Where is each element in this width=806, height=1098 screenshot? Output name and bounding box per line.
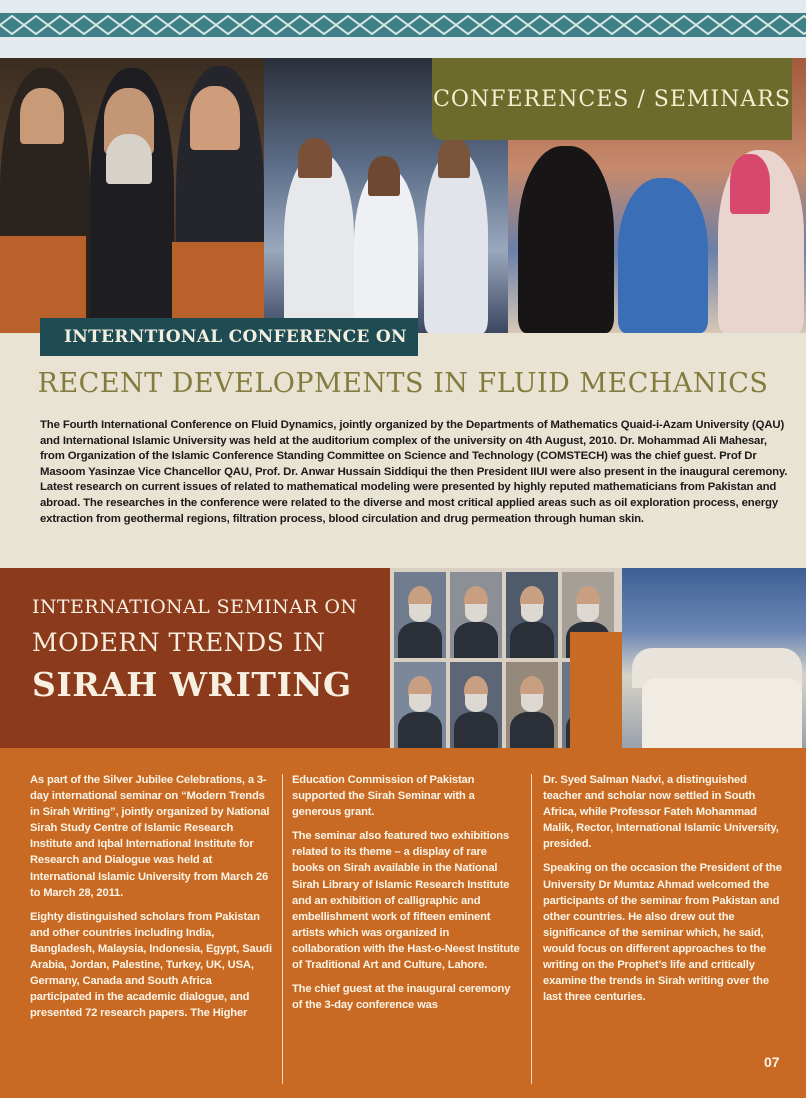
seminar-heading xyxy=(32,596,382,704)
conference-body: The Fourth International Conference on Fluid Dynamics, jointly organized by the Departments of Mathematics Quaid-i-Azam University (QAU) and International Islamic University was held at the auditorium complex of the university on 4th August, 2010. Dr. Mohammad Ali Mahesar, from Organization of the Islamic Conference Standing Committee on Science and Technology (COMSTECH) was the chief guest. Prof Dr Masoom Yasinzae Vice Chancellor QAU, Prof. Dr. Anwar Hussain Siddiqui the then President IIUI were also present in the inaugural ceremony. Latest research on current issues of related to mathematical modeling were presented by highly reputed mathematicians from Pakistan and abroad. The researches in the conference were related to the diverse and most critical applied areas such as oil exploration process, energy extraction from geothermal regions, filtration process, blood circulation and drug permeation through human skin. xyxy=(40,419,788,525)
seminar-column-1 xyxy=(30,772,272,1029)
section-banner xyxy=(432,58,792,140)
scholar-portrait xyxy=(450,572,502,658)
seminar-audience-photo xyxy=(622,568,806,748)
ornamental-border xyxy=(0,10,806,40)
column-divider xyxy=(531,774,532,1084)
seminar-col3-para: Dr. Syed Salman Nadvi, a distinguished teacher and scholar now settled in South Africa, while Professor Fateh Mohammad Malik, Rector, International Islamic University, presided. xyxy=(543,774,779,851)
seminar-column-3 xyxy=(543,772,783,1013)
seminar-heading-line2: MODERN TRENDS IN xyxy=(32,628,326,657)
conference-label xyxy=(40,318,418,356)
podium-photo xyxy=(570,632,624,748)
scholar-portrait xyxy=(394,572,446,658)
scholar-portrait xyxy=(450,662,502,748)
seminar-col1-para: Eighty distinguished scholars from Pakistan and other countries including India, Bangladesh, Malaysia, Indonesia, Egypt, Saudi Arabia, Jordan, Palestine, Turkey, UK, USA, Germany, Canada and South Africa participated in the academic dialogue, and presented 72 research papers. The Higher xyxy=(30,910,272,1020)
conference-label-text: INTERNTIONAL CONFERENCE ON xyxy=(64,327,407,347)
page-number: 07 xyxy=(764,1054,780,1070)
scholar-portrait xyxy=(394,662,446,748)
speakers-photo xyxy=(0,58,264,333)
conference-title: RECENT DEVELOPMENTS IN FLUID MECHANICS xyxy=(37,368,769,399)
seminar-col3-para: Speaking on the occasion the President of the University Dr Mumtaz Ahmad welcomed the participants of the seminar from Pakistan and other countries. He also drew out the significance of the seminar which, he said, would focus on different approaches to the writing on the Prophet’s life and critically examine the trends in Sirah writing over the last three centuries. xyxy=(543,862,782,1004)
section-banner-text: CONFERENCES / SEMINARS xyxy=(433,86,791,112)
top-ornament-band xyxy=(0,0,806,58)
seminar-col2-para: The chief guest at the inaugural ceremony of the 3-day conference was xyxy=(292,983,511,1012)
seminar-heading-line3: SIRAH WRITING xyxy=(32,665,352,704)
seminar-col2-para: Education Commission of Pakistan supported the Sirah Seminar with a generous grant. xyxy=(292,774,475,819)
seminar-heading-line1: INTERNATIONAL SEMINAR ON xyxy=(32,596,358,618)
seminar-col1-para: As part of the Silver Jubilee Celebrations, a 3-day international seminar on “Modern Trends in Sirah Writing”, jointly organized by National Sirah Study Centre of Islamic Research Institute and Iqbal International Institute for Research and Dialogue was held at International Islamic University from March 26 to March 28, 2011. xyxy=(30,774,270,899)
seminar-column-2 xyxy=(292,772,520,1021)
column-divider xyxy=(282,774,283,1084)
scholar-portrait xyxy=(506,572,558,658)
scholar-portrait xyxy=(506,662,558,748)
seminar-col2-para: The seminar also featured two exhibitions related to its theme – a display of rare books on Sirah available in the National Sirah Library of Islamic Research Institute and an exhibition of calligraphic and embellishment work of fifteen eminent artists which was organized in collaboration with the Hast-o-Neest Institute of Traditional Art and Culture, Lahore. xyxy=(292,830,520,972)
